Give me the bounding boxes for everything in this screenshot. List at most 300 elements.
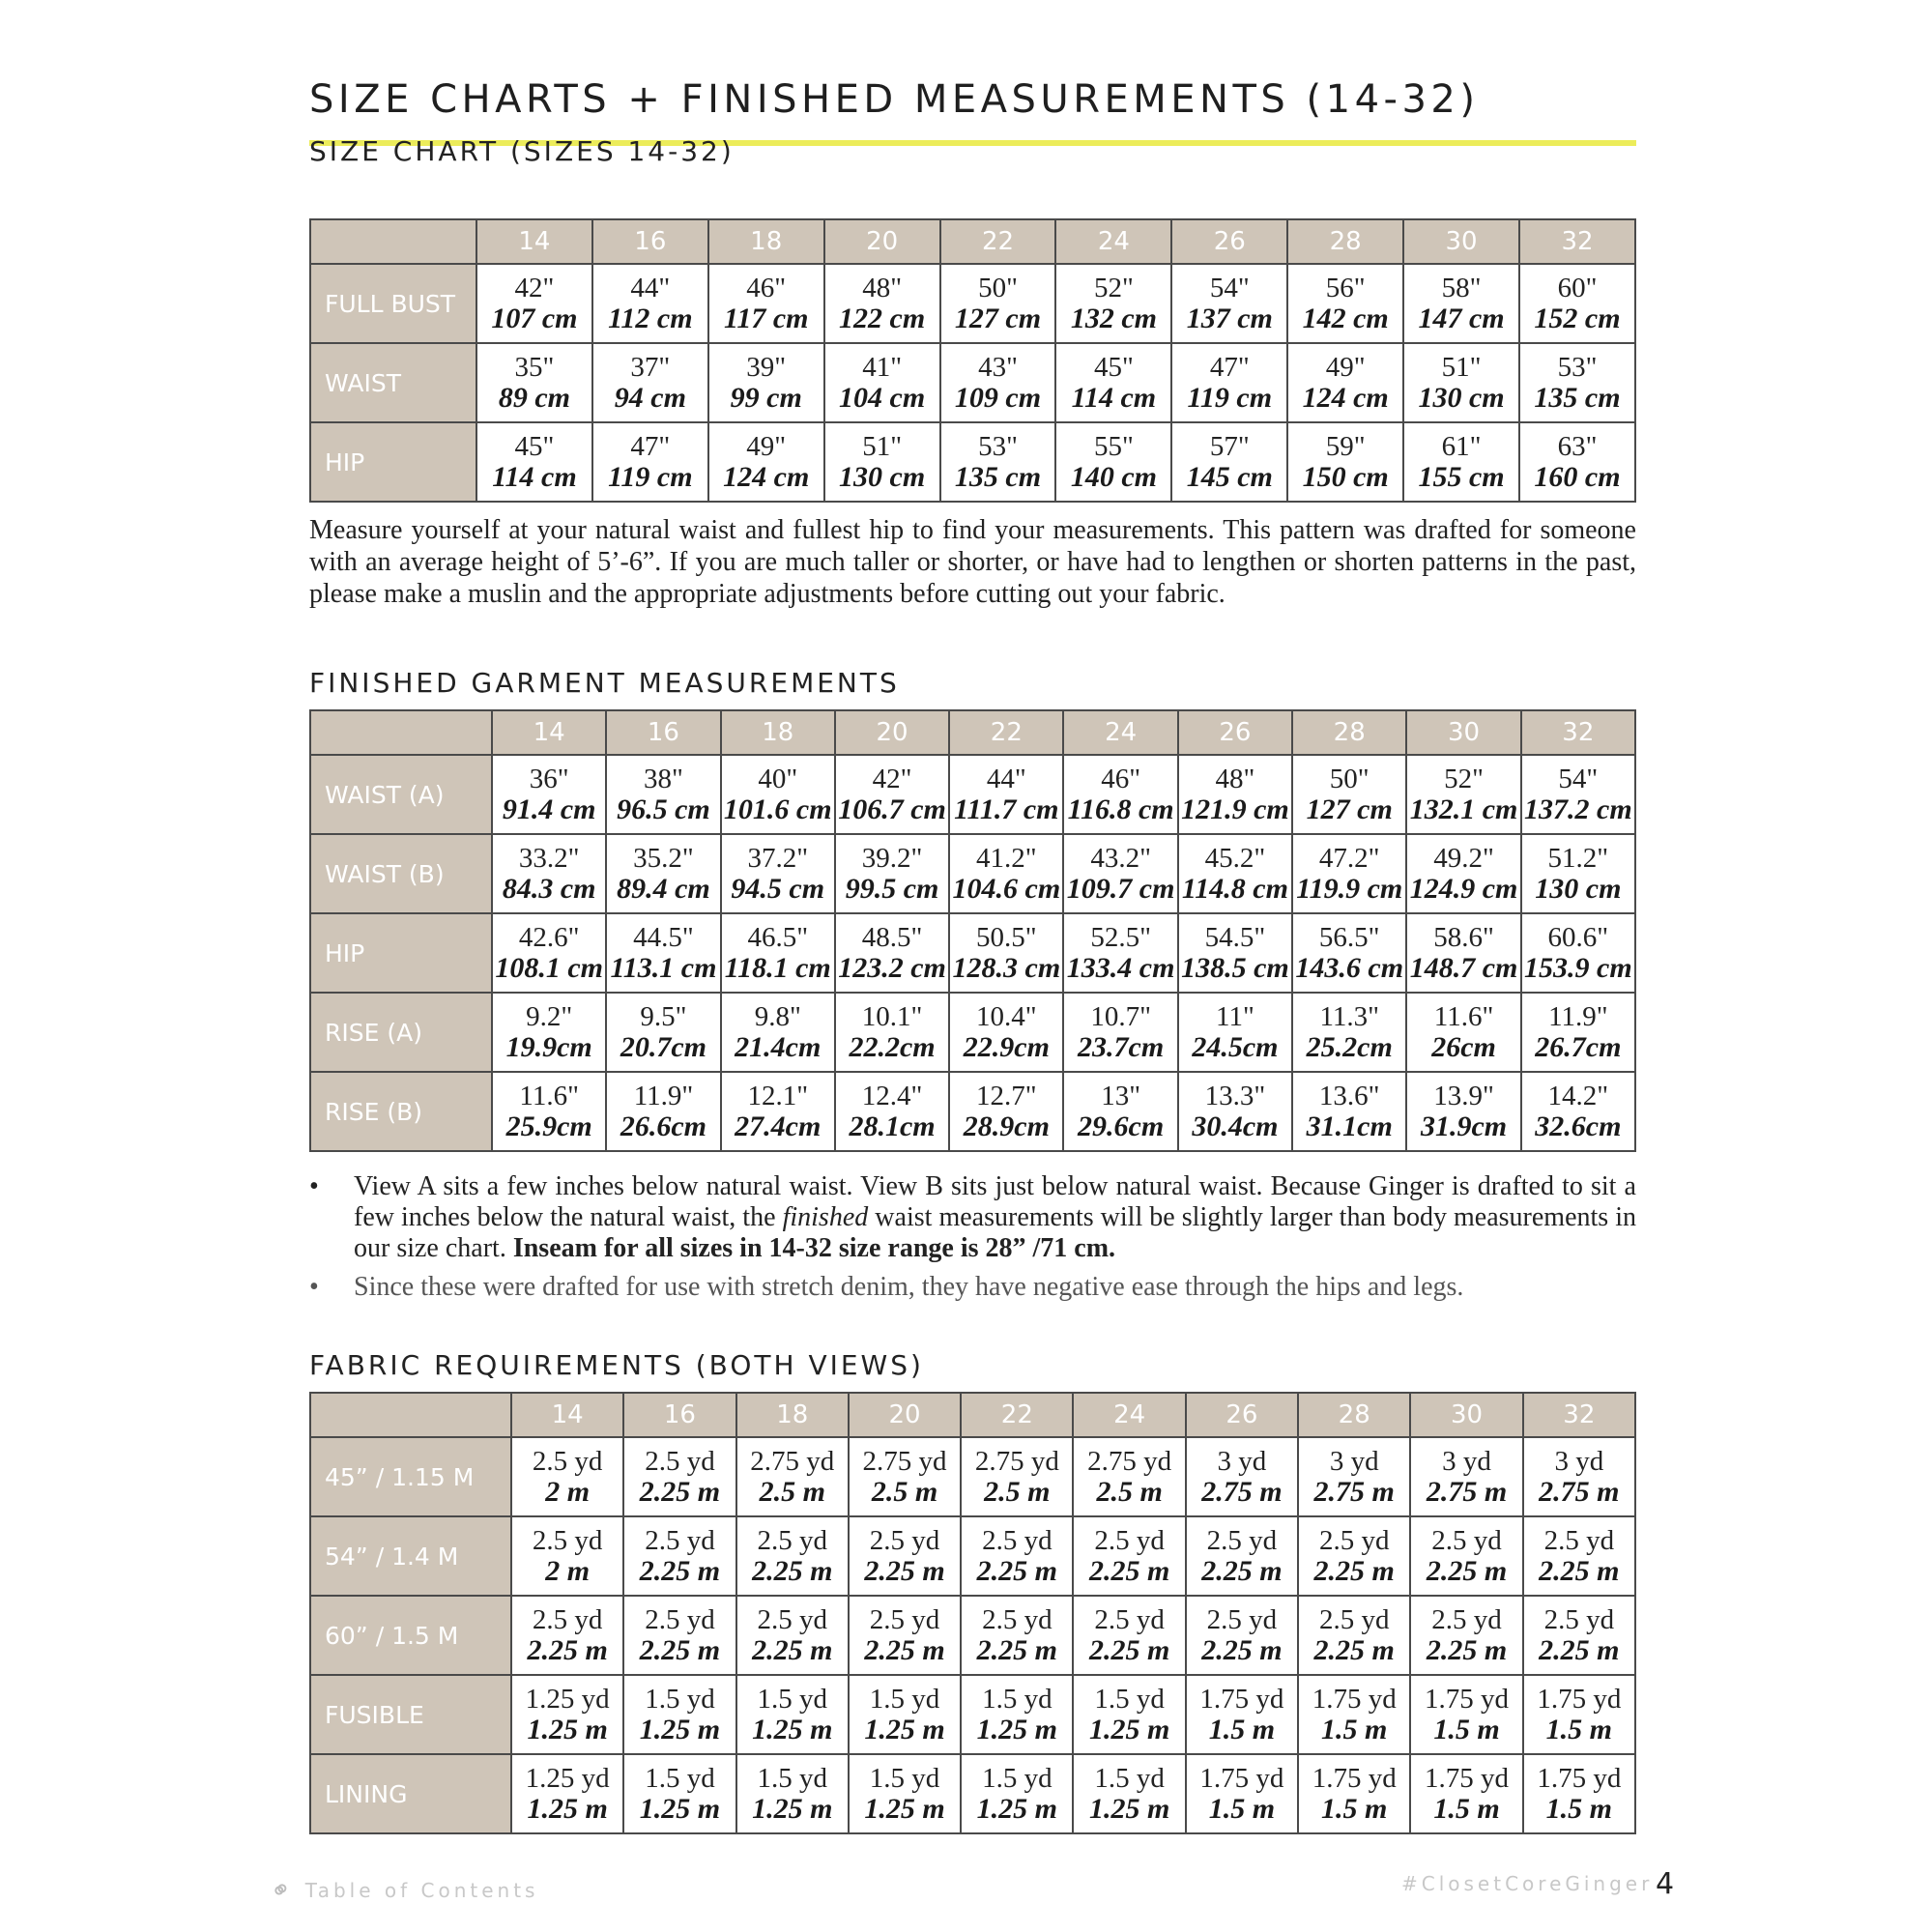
- size-header: 26: [1186, 1393, 1298, 1437]
- imperial-value: 45": [1093, 351, 1134, 383]
- imperial-value: 2.5 yd: [1431, 1603, 1502, 1635]
- size-header: 22: [961, 1393, 1073, 1437]
- metric-value: 150 cm: [1302, 460, 1389, 493]
- table-row: [310, 1754, 1635, 1833]
- metric-value: 28.9cm: [963, 1110, 1050, 1142]
- imperial-value: 1.75 yd: [1312, 1683, 1397, 1715]
- measurement-cell: [824, 264, 940, 343]
- imperial-value: 1.75 yd: [1425, 1683, 1510, 1715]
- measurement-cell: [1410, 1596, 1522, 1675]
- size-header: 28: [1287, 219, 1403, 264]
- imperial-value: 1.5 yd: [982, 1683, 1053, 1715]
- table-row: [310, 1596, 1635, 1675]
- measurement-cell: [476, 264, 592, 343]
- imperial-value: 11": [1216, 1000, 1254, 1032]
- metric-value: 114 cm: [492, 460, 577, 493]
- size-header: 14: [476, 219, 592, 264]
- imperial-value: 2.5 yd: [532, 1445, 603, 1477]
- metric-value: 135 cm: [1534, 381, 1621, 414]
- measurement-cell: [1073, 1596, 1185, 1675]
- size-header-row: [310, 219, 1635, 264]
- table-row: [310, 343, 1635, 422]
- imperial-value: 3 yd: [1217, 1445, 1267, 1477]
- imperial-value: 2.5 yd: [645, 1445, 715, 1477]
- metric-value: 30.4cm: [1192, 1110, 1279, 1142]
- measurement-cell: [476, 343, 592, 422]
- measurement-cell: [849, 1675, 961, 1754]
- imperial-value: 11.6": [1433, 1000, 1494, 1032]
- measurement-cell: [1523, 1754, 1635, 1833]
- metric-value: 2.75 m: [1201, 1475, 1283, 1508]
- measurement-cell: [940, 422, 1056, 502]
- imperial-value: 1.75 yd: [1199, 1683, 1284, 1715]
- measurement-cell: [835, 1072, 949, 1151]
- size-header: 24: [1063, 710, 1177, 755]
- imperial-value: 12.7": [976, 1080, 1037, 1111]
- measurement-cell: [1406, 1072, 1520, 1151]
- imperial-value: 2.5 yd: [645, 1603, 715, 1635]
- imperial-value: 38": [644, 763, 683, 794]
- size-header: 30: [1406, 710, 1520, 755]
- metric-value: 1.25 m: [639, 1792, 721, 1825]
- table-row: [310, 264, 1635, 343]
- metric-value: 2.25 m: [1539, 1554, 1620, 1587]
- measurement-cell: [1287, 422, 1403, 502]
- metric-value: 1.25 m: [527, 1792, 608, 1825]
- size-header: 32: [1523, 1393, 1635, 1437]
- size-header: 14: [511, 1393, 623, 1437]
- measurement-cell: [1287, 264, 1403, 343]
- measurement-cell: [1073, 1754, 1185, 1833]
- imperial-value: 12.4": [861, 1080, 923, 1111]
- metric-value: 1.25 m: [976, 1792, 1057, 1825]
- size-chart-title: SIZE CHART (SIZES 14-32): [309, 135, 735, 167]
- row-label-hip: HIP: [310, 913, 492, 993]
- metric-value: 26.7cm: [1535, 1030, 1622, 1063]
- measurement-cell: [949, 913, 1063, 993]
- size-header: 32: [1521, 710, 1635, 755]
- measurement-cell: [1519, 422, 1635, 502]
- measurement-cell: [736, 1675, 849, 1754]
- imperial-value: 63": [1557, 430, 1598, 462]
- imperial-value: 43.2": [1090, 842, 1151, 874]
- measurement-cell: [849, 1754, 961, 1833]
- measurement-cell: [721, 755, 835, 834]
- size-header: 22: [949, 710, 1063, 755]
- size-header-row: [310, 1393, 1635, 1437]
- table-of-contents-link[interactable]: [264, 1870, 539, 1909]
- metric-value: 2.25 m: [1088, 1633, 1170, 1666]
- metric-value: 2.25 m: [1088, 1554, 1170, 1587]
- imperial-value: 44": [986, 763, 1026, 794]
- metric-value: 1.25 m: [639, 1713, 721, 1745]
- imperial-value: 60.6": [1547, 921, 1609, 953]
- measurement-cell: [1178, 834, 1292, 913]
- metric-value: 2.25 m: [864, 1633, 945, 1666]
- measurement-cell: [1171, 343, 1287, 422]
- metric-value: 1.5 m: [1208, 1713, 1276, 1745]
- size-header: 14: [492, 710, 606, 755]
- imperial-value: 11.6": [519, 1080, 579, 1111]
- metric-value: 119 cm: [608, 460, 693, 493]
- bullet-icon: •: [309, 1171, 319, 1201]
- imperial-value: 33.2": [518, 842, 580, 874]
- imperial-value: 1.75 yd: [1312, 1762, 1397, 1794]
- measurement-cell: [1186, 1437, 1298, 1516]
- measurement-cell: [1403, 264, 1519, 343]
- size-header: 20: [849, 1393, 961, 1437]
- imperial-value: 2.5 yd: [1094, 1524, 1165, 1556]
- imperial-value: 39.2": [861, 842, 923, 874]
- table-row: [310, 834, 1635, 913]
- imperial-value: 51": [862, 430, 903, 462]
- size-header: 30: [1403, 219, 1519, 264]
- table-row: [310, 1516, 1635, 1596]
- measurement-cell: [592, 422, 708, 502]
- metric-value: 116.8 cm: [1067, 793, 1174, 825]
- size-header: 16: [606, 710, 720, 755]
- metric-value: 2.25 m: [976, 1554, 1057, 1587]
- row-label-60-1-5-m: 60” / 1.5 M: [310, 1596, 511, 1675]
- fabric-requirements-title: FABRIC REQUIREMENTS (BOTH VIEWS): [309, 1349, 924, 1381]
- metric-value: 29.6cm: [1078, 1110, 1165, 1142]
- size-header: 24: [1073, 1393, 1185, 1437]
- imperial-value: 40": [758, 763, 798, 794]
- size-header: 16: [623, 1393, 735, 1437]
- measurement-cell: [492, 913, 606, 993]
- size-header: 30: [1410, 1393, 1522, 1437]
- imperial-value: 9.2": [526, 1000, 573, 1032]
- metric-value: 107 cm: [491, 302, 578, 334]
- metric-value: 135 cm: [954, 460, 1042, 493]
- imperial-value: 2.75 yd: [1087, 1445, 1172, 1477]
- measurement-cell: [1178, 1072, 1292, 1151]
- measurement-cell: [606, 755, 720, 834]
- imperial-value: 54": [1209, 272, 1250, 303]
- metric-value: 109 cm: [954, 381, 1042, 414]
- measurement-cell: [1073, 1675, 1185, 1754]
- measurement-cell: [708, 343, 824, 422]
- measurement-cell: [835, 993, 949, 1072]
- measurement-cell: [849, 1516, 961, 1596]
- imperial-value: 50.5": [976, 921, 1037, 953]
- table-row: [310, 993, 1635, 1072]
- imperial-value: 60": [1557, 272, 1598, 303]
- measurement-cell: [1292, 755, 1406, 834]
- metric-value: 2.25 m: [639, 1633, 721, 1666]
- metric-value: 24.5cm: [1192, 1030, 1279, 1063]
- measurement-cell: [1178, 755, 1292, 834]
- imperial-value: 9.5": [640, 1000, 687, 1032]
- imperial-value: 46": [1101, 763, 1141, 794]
- metric-value: 1.5 m: [1433, 1713, 1500, 1745]
- row-label-hip: HIP: [310, 422, 476, 502]
- measurement-cell: [492, 1072, 606, 1151]
- row-label-waist-b: WAIST (B): [310, 834, 492, 913]
- metric-value: 19.9cm: [505, 1030, 592, 1063]
- size-header: 26: [1171, 219, 1287, 264]
- measurement-cell: [1523, 1675, 1635, 1754]
- measurement-cell: [1410, 1754, 1522, 1833]
- measurement-cell: [849, 1437, 961, 1516]
- metric-value: 27.4cm: [735, 1110, 822, 1142]
- measurement-cell: [961, 1437, 1073, 1516]
- imperial-value: 51.2": [1547, 842, 1609, 874]
- measurement-cell: [1521, 913, 1635, 993]
- measurement-cell: [1403, 422, 1519, 502]
- metric-value: 23.7cm: [1078, 1030, 1165, 1063]
- imperial-value: 39": [746, 351, 787, 383]
- metric-value: 26cm: [1431, 1030, 1496, 1063]
- imperial-value: 14.2": [1547, 1080, 1609, 1111]
- measurement-cell: [511, 1596, 623, 1675]
- imperial-value: 35": [514, 351, 555, 383]
- metric-value: 94 cm: [614, 381, 686, 414]
- measurement-cell: [1178, 913, 1292, 993]
- imperial-value: 11.3": [1319, 1000, 1379, 1032]
- measurement-cell: [511, 1754, 623, 1833]
- imperial-value: 52": [1093, 272, 1134, 303]
- imperial-value: 49": [746, 430, 787, 462]
- measurement-cell: [511, 1516, 623, 1596]
- imperial-value: 1.5 yd: [869, 1762, 940, 1794]
- imperial-value: 49": [1325, 351, 1366, 383]
- imperial-value: 42": [872, 763, 912, 794]
- metric-value: 109.7 cm: [1066, 872, 1175, 905]
- measurement-cell: [949, 834, 1063, 913]
- imperial-value: 42": [514, 272, 555, 303]
- measurement-cell: [1519, 264, 1635, 343]
- imperial-value: 13.9": [1433, 1080, 1494, 1111]
- imperial-value: 56.5": [1318, 921, 1380, 953]
- measurement-cell: [1055, 264, 1171, 343]
- metric-value: 2.25 m: [1201, 1633, 1283, 1666]
- imperial-value: 41": [862, 351, 903, 383]
- metric-value: 123.2 cm: [838, 951, 946, 984]
- imperial-value: 1.5 yd: [645, 1762, 715, 1794]
- imperial-value: 1.25 yd: [525, 1762, 610, 1794]
- metric-value: 128.3 cm: [952, 951, 1061, 984]
- measurement-cell: [1521, 834, 1635, 913]
- row-label-45-1-15-m: 45” / 1.15 M: [310, 1437, 511, 1516]
- measurement-cell: [1521, 1072, 1635, 1151]
- metric-value: 104.6 cm: [952, 872, 1061, 905]
- metric-value: 143.6 cm: [1295, 951, 1404, 984]
- measurement-cell: [1406, 755, 1520, 834]
- size-header: 20: [824, 219, 940, 264]
- measurement-cell: [1186, 1754, 1298, 1833]
- metric-value: 2.25 m: [752, 1554, 833, 1587]
- metric-value: 2.5 m: [871, 1475, 938, 1508]
- metric-value: 138.5 cm: [1181, 951, 1289, 984]
- measurement-cell: [1063, 834, 1177, 913]
- metric-value: 108.1 cm: [495, 951, 603, 984]
- imperial-value: 43": [978, 351, 1018, 383]
- metric-value: 127 cm: [1306, 793, 1393, 825]
- row-label-rise-a: RISE (A): [310, 993, 492, 1072]
- imperial-value: 48": [1215, 763, 1255, 794]
- finished-measurements-title: FINISHED GARMENT MEASUREMENTS: [309, 667, 900, 699]
- corner-cell: [310, 219, 476, 264]
- imperial-value: 1.5 yd: [757, 1762, 827, 1794]
- measurement-cell: [961, 1516, 1073, 1596]
- metric-value: 1.25 m: [1088, 1713, 1170, 1745]
- measurement-cell: [736, 1596, 849, 1675]
- measurement-cell: [835, 913, 949, 993]
- measurement-cell: [492, 834, 606, 913]
- imperial-value: 2.5 yd: [869, 1603, 940, 1635]
- metric-value: 32.6cm: [1535, 1110, 1622, 1142]
- imperial-value: 42.6": [518, 921, 580, 953]
- imperial-value: 1.5 yd: [869, 1683, 940, 1715]
- metric-value: 2.75 m: [1426, 1475, 1508, 1508]
- measurement-cell: [736, 1437, 849, 1516]
- measurement-cell: [492, 993, 606, 1072]
- metric-value: 111.7 cm: [954, 793, 1059, 825]
- measurement-cell: [736, 1516, 849, 1596]
- table-row: [310, 913, 1635, 993]
- imperial-value: 2.5 yd: [982, 1603, 1053, 1635]
- measurement-cell: [835, 755, 949, 834]
- metric-value: 2.25 m: [639, 1554, 721, 1587]
- imperial-value: 2.5 yd: [1206, 1524, 1278, 1556]
- measurement-cell: [961, 1675, 1073, 1754]
- size-header: 16: [592, 219, 708, 264]
- measurement-cell: [623, 1516, 735, 1596]
- imperial-value: 51": [1441, 351, 1482, 383]
- finished-notes: [309, 1171, 1636, 1311]
- page-title: SIZE CHARTS + FINISHED MEASUREMENTS (14-32): [309, 77, 1480, 122]
- measurement-cell: [721, 1072, 835, 1151]
- imperial-value: 61": [1441, 430, 1482, 462]
- imperial-value: 47": [630, 430, 671, 462]
- measurement-cell: [511, 1675, 623, 1754]
- metric-value: 130 cm: [839, 460, 926, 493]
- metric-value: 140 cm: [1070, 460, 1157, 493]
- measurement-cell: [1055, 422, 1171, 502]
- measurement-cell: [606, 834, 720, 913]
- measurement-cell: [623, 1596, 735, 1675]
- metric-value: 117 cm: [723, 302, 809, 334]
- measurement-cell: [1523, 1596, 1635, 1675]
- imperial-value: 59": [1325, 430, 1366, 462]
- measurement-cell: [1403, 343, 1519, 422]
- imperial-value: 55": [1093, 430, 1134, 462]
- metric-value: 2.75 m: [1313, 1475, 1395, 1508]
- link-icon: ⚭: [264, 1870, 303, 1909]
- metric-value: 119.9 cm: [1296, 872, 1403, 905]
- metric-value: 26.6cm: [620, 1110, 707, 1142]
- metric-value: 121.9 cm: [1181, 793, 1289, 825]
- metric-value: 2.25 m: [976, 1633, 1057, 1666]
- imperial-value: 2.5 yd: [869, 1524, 940, 1556]
- inseam-note: Inseam for all sizes in 14-32 size range is 28” /71 cm.: [512, 1233, 1116, 1263]
- measurement-cell: [949, 993, 1063, 1072]
- measurement-cell: [1410, 1675, 1522, 1754]
- imperial-value: 9.8": [754, 1000, 801, 1032]
- measurement-cell: [1063, 1072, 1177, 1151]
- measurement-cell: [1292, 834, 1406, 913]
- metric-value: 2.5 m: [759, 1475, 825, 1508]
- size-header: 18: [708, 219, 824, 264]
- measurement-cell: [1287, 343, 1403, 422]
- imperial-value: 1.5 yd: [982, 1762, 1053, 1794]
- emphasis-text: finished: [782, 1202, 869, 1232]
- measurement-cell: [511, 1437, 623, 1516]
- metric-value: 20.7cm: [620, 1030, 707, 1063]
- metric-value: 152 cm: [1534, 302, 1621, 334]
- row-label-rise-b: RISE (B): [310, 1072, 492, 1151]
- measurement-cell: [736, 1754, 849, 1833]
- metric-value: 101.6 cm: [723, 793, 832, 825]
- imperial-value: 53": [978, 430, 1018, 462]
- metric-value: 130 cm: [1535, 872, 1622, 905]
- row-label-54-1-4-m: 54” / 1.4 M: [310, 1516, 511, 1596]
- measurement-cell: [476, 422, 592, 502]
- imperial-value: 2.5 yd: [1206, 1603, 1278, 1635]
- metric-value: 2.25 m: [864, 1554, 945, 1587]
- imperial-value: 3 yd: [1442, 1445, 1491, 1477]
- metric-value: 114.8 cm: [1181, 872, 1288, 905]
- metric-value: 2.25 m: [1426, 1554, 1508, 1587]
- bullet-icon: •: [309, 1272, 319, 1302]
- size-header: 32: [1519, 219, 1635, 264]
- measurement-cell: [849, 1596, 961, 1675]
- metric-value: 148.7 cm: [1409, 951, 1518, 984]
- imperial-value: 54.5": [1204, 921, 1266, 953]
- imperial-value: 2.5 yd: [982, 1524, 1053, 1556]
- metric-value: 31.9cm: [1420, 1110, 1508, 1142]
- imperial-value: 49.2": [1433, 842, 1494, 874]
- imperial-value: 52.5": [1090, 921, 1151, 953]
- table-row: [310, 755, 1635, 834]
- metric-value: 2 m: [545, 1475, 591, 1508]
- imperial-value: 47.2": [1318, 842, 1380, 874]
- fabric-requirements-table: [309, 1392, 1636, 1834]
- measurement-cell: [623, 1675, 735, 1754]
- measurement-cell: [1298, 1675, 1410, 1754]
- table-row: [310, 1675, 1635, 1754]
- table-row: [310, 422, 1635, 502]
- metric-value: 122 cm: [839, 302, 926, 334]
- measurement-cell: [1055, 343, 1171, 422]
- measurement-cell: [1186, 1596, 1298, 1675]
- measurement-cell: [940, 343, 1056, 422]
- metric-value: 94.5 cm: [731, 872, 825, 905]
- metric-value: 1.5 m: [1433, 1792, 1500, 1825]
- measurement-cell: [1186, 1516, 1298, 1596]
- metric-value: 119 cm: [1187, 381, 1273, 414]
- imperial-value: 3 yd: [1554, 1445, 1604, 1477]
- imperial-value: 1.75 yd: [1425, 1762, 1510, 1794]
- imperial-value: 54": [1558, 763, 1599, 794]
- metric-value: 96.5 cm: [617, 793, 710, 825]
- measurement-cell: [1292, 1072, 1406, 1151]
- metric-value: 1.25 m: [864, 1713, 945, 1745]
- metric-value: 1.25 m: [752, 1713, 833, 1745]
- metric-value: 2.5 m: [1096, 1475, 1163, 1508]
- metric-value: 25.2cm: [1306, 1030, 1393, 1063]
- measurement-cell: [606, 993, 720, 1072]
- table-row: [310, 1072, 1635, 1151]
- metric-value: 21.4cm: [735, 1030, 822, 1063]
- size-chart-note: Measure yourself at your natural waist and fullest hip to find your measurements. This pattern was drafted for someone with an average height of 5’-6”. If you are much taller or shorter, or have had to lengthen or shorten patterns in the past, please make a muslin and the appropriate adjustments before cutting out your fabric.: [309, 515, 1636, 609]
- imperial-value: 2.5 yd: [532, 1603, 603, 1635]
- size-header: 20: [835, 710, 949, 755]
- measurement-cell: [949, 755, 1063, 834]
- measurement-cell: [1171, 264, 1287, 343]
- metric-value: 2.5 m: [984, 1475, 1051, 1508]
